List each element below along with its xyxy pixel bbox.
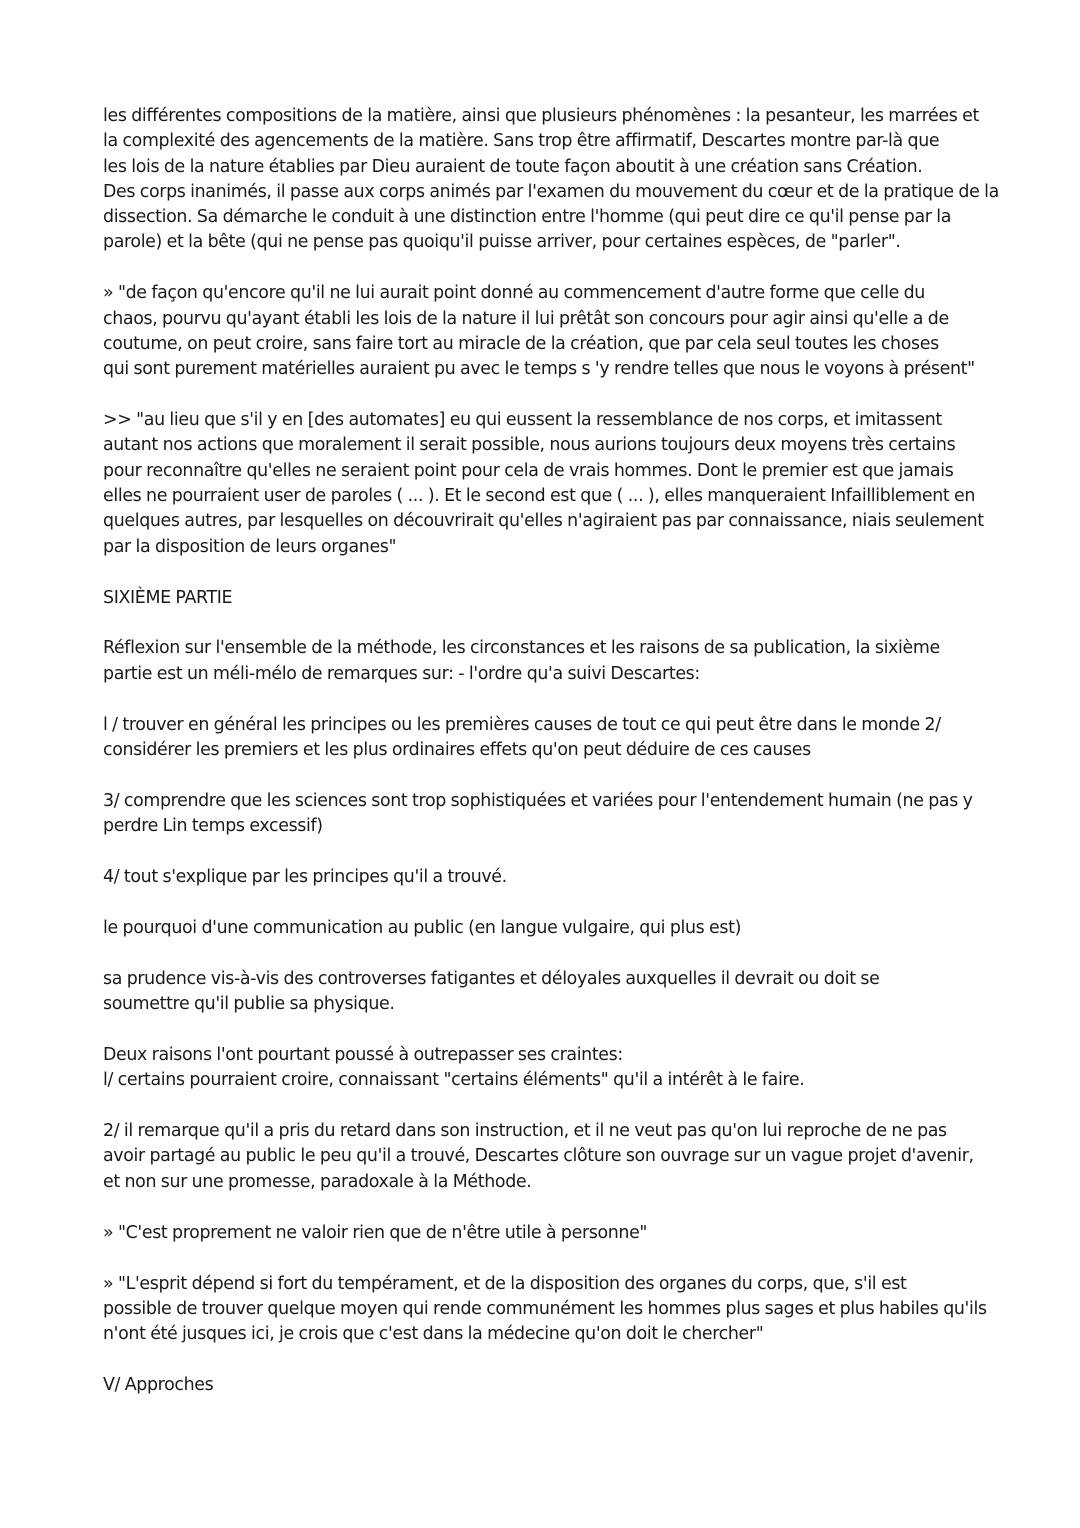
text-line: qui sont purement matérielles auraient pu avec le temps s 'y rendre telles que nous le voyons à présent" [103,359,975,380]
text-line: Réflexion sur l'ensemble de la méthode, les circonstances et les raisons de sa publication, la sixième [103,638,940,659]
text-line: la complexité des agencements de la matière. Sans trop être affirmatif, Descartes montre par-là que [103,131,940,152]
text-line: perdre Lin temps excessif) [103,816,323,837]
intro-paragraph [103,104,999,256]
quote-esprit [103,1272,987,1348]
text-line: les différentes compositions de la matière, ainsi que plusieurs phénomènes : la pesanteur, les marrées et [103,106,979,126]
text-line: autant nos actions que moralement il serait possible, nous aurions toujours deux moyens très certains [103,435,956,456]
text-line: pour reconnaître qu'elles ne seraient point pour cela de vrais hommes. Dont le premier est que jamais [103,460,954,481]
point-four [103,865,983,890]
text-line: partie est un méli-mélo de remarques sur: - l'ordre qu'a suivi Descartes: [103,663,700,684]
text-line: 4/ tout s'explique par les principes qu'il a trouvé. [103,866,507,887]
text-line: parole) et la bête (qui ne pense pas quoiqu'il puisse arriver, pour certaines espèces, de "parler". [103,232,901,253]
text-line: quelques autres, par lesquelles on découvrirait qu'elles n'agiraient pas par connaissance, niais seulement [103,511,984,532]
text-line: » "de façon qu'encore qu'il ne lui aurait point donné au commencement d'autre forme que celle du [103,283,925,304]
text-line: et non sur une promesse, paradoxale à la Méthode. [103,1171,532,1192]
section-summary-paragraph [103,636,983,687]
section-heading-sixieme-partie [103,586,983,611]
quote-automates [103,408,983,560]
text-line: coutume, on peut croire, sans faire tort au miracle de la création, que par cela seul toutes les choses [103,333,939,354]
notes-body [103,104,999,1424]
text-line: par la disposition de leurs organes" [103,536,397,557]
two-reasons-paragraph [103,1043,983,1094]
text-line: V/ Approches [103,1375,214,1395]
text-line: sa prudence vis-à-vis des controverses fatigantes et déloyales auxquelles il devrait ou doit se [103,968,880,989]
text-line: elles ne pourraient user de paroles ( ... ). Et le second est que ( ... ), elles manqueraient Infailliblement en [103,486,976,507]
text-line: 2/ il remarque qu'il a pris du retard dans son instruction, et il ne veut pas qu'on lui reproche de ne pas [103,1121,947,1142]
text-line: 3/ comprendre que les sciences sont trop sophistiquées et variées pour l'entendement humain (ne pas y [103,790,973,811]
text-line: l/ certains pourraient croire, connaissant "certains éléments" qu'il a intérêt à le faire. [103,1070,805,1091]
text-line: soumettre qu'il publie sa physique. [103,994,395,1015]
text-line: les lois de la nature établies par Dieu auraient de toute façon aboutit à une création sans Création. [103,156,923,177]
text-line: le pourquoi d'une communication au public (en langue vulgaire, qui plus est) [103,917,742,938]
prudence-note [103,967,983,1018]
public-communication-note [103,916,983,941]
text-line: >> "au lieu que s'il y en [des automates] eu qui eussent la ressemblance de nos corps, et imitassent [103,410,942,431]
text-line: Deux raisons l'ont pourtant poussé à outrepasser ses craintes: [103,1044,623,1065]
text-line: dissection. Sa démarche le conduit à une distinction entre l'homme (qui peut dire ce qu'il pense par la [103,207,952,228]
text-line: SIXIÈME PARTIE [103,587,233,608]
text-line: n'ont été jusques ici, je crois que c'est dans la médecine qu'on doit le chercher" [103,1324,764,1345]
text-line: l / trouver en général les principes ou les premières causes de tout ce qui peut être dans le monde 2/ [103,714,941,735]
point-one-two [103,713,983,764]
quote-chaos [103,281,983,382]
text-line: considérer les premiers et les plus ordinaires effets qu'on peut déduire de ces causes [103,739,811,760]
text-line: Des corps inanimés, il passe aux corps animés par l'examen du mouvement du cœur et de la pratique de la [103,181,999,202]
text-line: » "C'est proprement ne valoir rien que de n'être utile à personne" [103,1222,648,1243]
point-three [103,789,983,840]
text-line: possible de trouver quelque moyen qui rende communément les hommes plus sages et plus habiles qu'ils [103,1298,987,1319]
text-line: avoir partagé au public le peu qu'il a trouvé, Descartes clôture son ouvrage sur un vague projet d'avenir, [103,1146,974,1167]
text-line: chaos, pourvu qu'ayant établi les lois de la nature il lui prêtât son concours pour agir ainsi qu'elle a de [103,308,949,329]
text-line: » "L'esprit dépend si fort du tempérament, et de la disposition des organes du corps, que, s'il est [103,1273,907,1294]
quote-utile [103,1221,983,1246]
reason-two-paragraph [103,1119,983,1195]
next-section-heading [103,1373,983,1398]
